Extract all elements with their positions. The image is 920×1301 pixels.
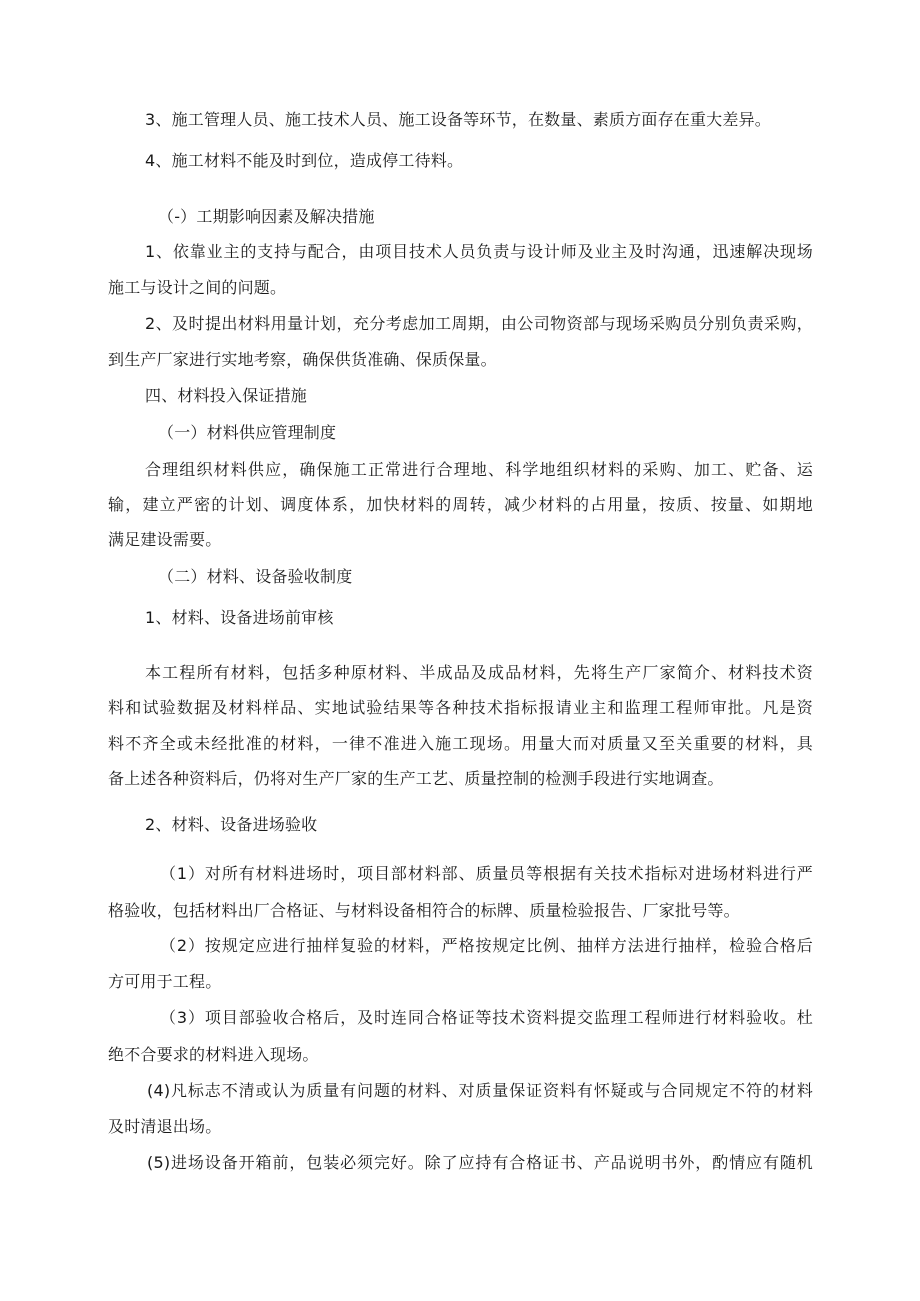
text-line: 1、依靠业主的支持与配合，由项目技术人员负责与设计师及业主及时沟通，迅速解决现场 — [145, 242, 813, 261]
text-line: 及时清退出场。 — [108, 1117, 222, 1136]
text-line: 满足建设需要。 — [108, 530, 222, 549]
text-line: 4、施工材料不能及时到位，造成停工待料。 — [145, 151, 464, 170]
text-line: （1）对所有材料进场时，项目部材料部、质量员等根据有关技术指标对进场材料进行严 — [160, 864, 813, 883]
text-line: 施工与设计之间的问题。 — [108, 278, 287, 297]
text-line: 料和试验数据及材料样品、实地试验结果等各种技术指标报请业主和监理工程师审批。凡是资 — [108, 698, 813, 717]
text-line: （3）项目部验收合格后，及时连同合格证等技术资料提交监理工程师进行材料验收。杜 — [160, 1008, 813, 1027]
text-line: 料不齐全或未经批准的材料，一律不准进入施工现场。用量大而对质量又至关重要的材料，具 — [108, 734, 813, 753]
text-line: 备上述各种资料后，仍将对生产厂家的生产工艺、质量控制的检测手段进行实地调查。 — [108, 769, 724, 788]
text-line: 输，建立严密的计划、调度体系，加快材料的周转，减少材料的占用量，按质、按量、如期地 — [108, 495, 813, 514]
text-line: 本工程所有材料，包括多种原材料、半成品及成品材料，先将生产厂家简介、材料技术资 — [145, 663, 813, 682]
text-line: 3、施工管理人员、施工技术人员、施工设备等环节，在数量、素质方面存在重大差异。 — [145, 110, 771, 129]
text-line: 格验收，包括材料出厂合格证、与材料设备相符合的标牌、质量检验报告、厂家批号等。 — [108, 901, 740, 920]
section-heading: 四、材料投入保证措施 — [145, 386, 308, 405]
section-heading: （二）材料、设备验收制度 — [158, 567, 353, 586]
text-line: 2、及时提出材料用量计划，充分考虑加工周期，由公司物资部与现场采购员分别负责采购， — [145, 314, 813, 333]
section-heading: 2、材料、设备进场验收 — [145, 815, 318, 834]
text-line: (5)进场设备开箱前，包装必须完好。除了应持有合格证书、产品说明书外，酌情应有随机 — [147, 1153, 813, 1172]
text-line: 绝不合要求的材料进入现场。 — [108, 1045, 319, 1064]
section-heading: （-）工期影响因素及解决措施 — [158, 207, 375, 226]
section-heading: （一）材料供应管理制度 — [158, 423, 337, 442]
text-line: 到生产厂家进行实地考察，确保供货准确、保质保量。 — [108, 350, 497, 369]
text-line: (4)凡标志不清或认为质量有问题的材料、对质量保证资料有怀疑或与合同规定不符的材料 — [147, 1081, 813, 1100]
text-line: 合理组织材料供应，确保施工正常进行合理地、科学地组织材料的采购、加工、贮备、运 — [145, 460, 813, 479]
text-line: （2）按规定应进行抽样复验的材料，严格按规定比例、抽样方法进行抽样，检验合格后 — [160, 936, 813, 955]
section-heading: 1、材料、设备进场前审核 — [145, 608, 334, 627]
text-line: 方可用于工程。 — [108, 972, 222, 991]
